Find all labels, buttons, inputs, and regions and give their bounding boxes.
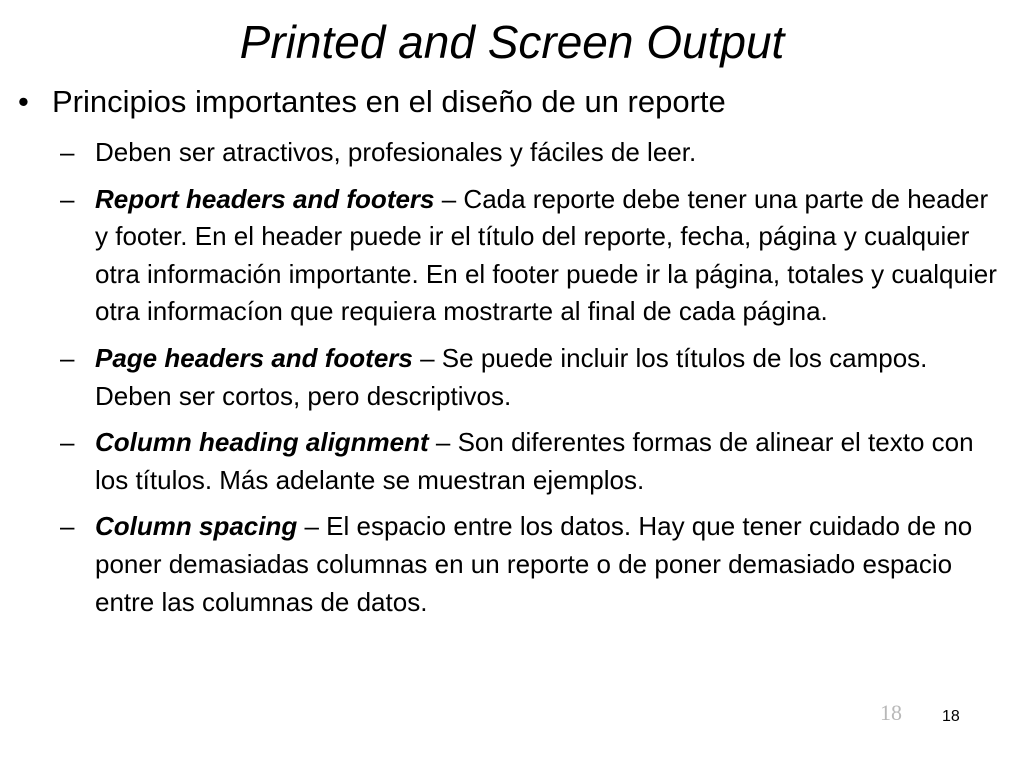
slide-number-faint: 18 — [880, 700, 902, 725]
dash-bullet-icon: – — [60, 137, 75, 167]
sub-bullet-list — [60, 134, 1005, 630]
dash-bullet-icon: – — [60, 183, 75, 214]
slide-title: Printed and Screen Output — [239, 16, 785, 68]
slide-number: 18 — [942, 708, 960, 725]
sub-bullet-item — [60, 134, 1005, 172]
dash-bullet-icon: – — [60, 511, 75, 542]
sub-bullet-text: – Son diferentes formas de alinear el texto con los títulos. Más adelante se muestran ejemplos. — [95, 427, 974, 495]
sub-bullet-item — [60, 181, 1005, 331]
sub-bullet-term: Report headers and footers — [95, 183, 435, 214]
sub-bullet-text: – Cada reporte debe tener una parte de header y footer. En el header puede ir el título del reporte, fecha, página y cualquier otra información importante. En el footer puede ir la página, totales y cualquier otra informacíon que requiera mostrarte al final de cada página. — [95, 183, 997, 327]
main-bullet-text: Principios importantes en el diseño de un reporte — [52, 84, 726, 119]
sub-bullet-item — [60, 508, 1005, 621]
sub-bullet-item — [60, 340, 1005, 415]
sub-bullet-text: – El espacio entre los datos. Hay que tener cuidado de no poner demasiadas columnas en un reporte o de poner demasiado espacio entre las columnas de datos. — [95, 511, 973, 617]
sub-bullet-term: Column heading alignment — [95, 427, 429, 458]
dash-bullet-icon: – — [60, 342, 75, 373]
bullet-dot-icon: • — [18, 84, 29, 119]
sub-bullet-item — [60, 424, 1005, 499]
sub-bullet-term: Column spacing — [95, 511, 298, 542]
dash-bullet-icon: – — [60, 427, 75, 458]
sub-bullet-text: Deben ser atractivos, profesionales y fáciles de leer. — [95, 137, 697, 167]
sub-bullet-term: Page headers and footers — [95, 342, 413, 373]
sub-bullet-text: – Se puede incluir los títulos de los campos. Deben ser cortos, pero descriptivos. — [95, 342, 928, 411]
